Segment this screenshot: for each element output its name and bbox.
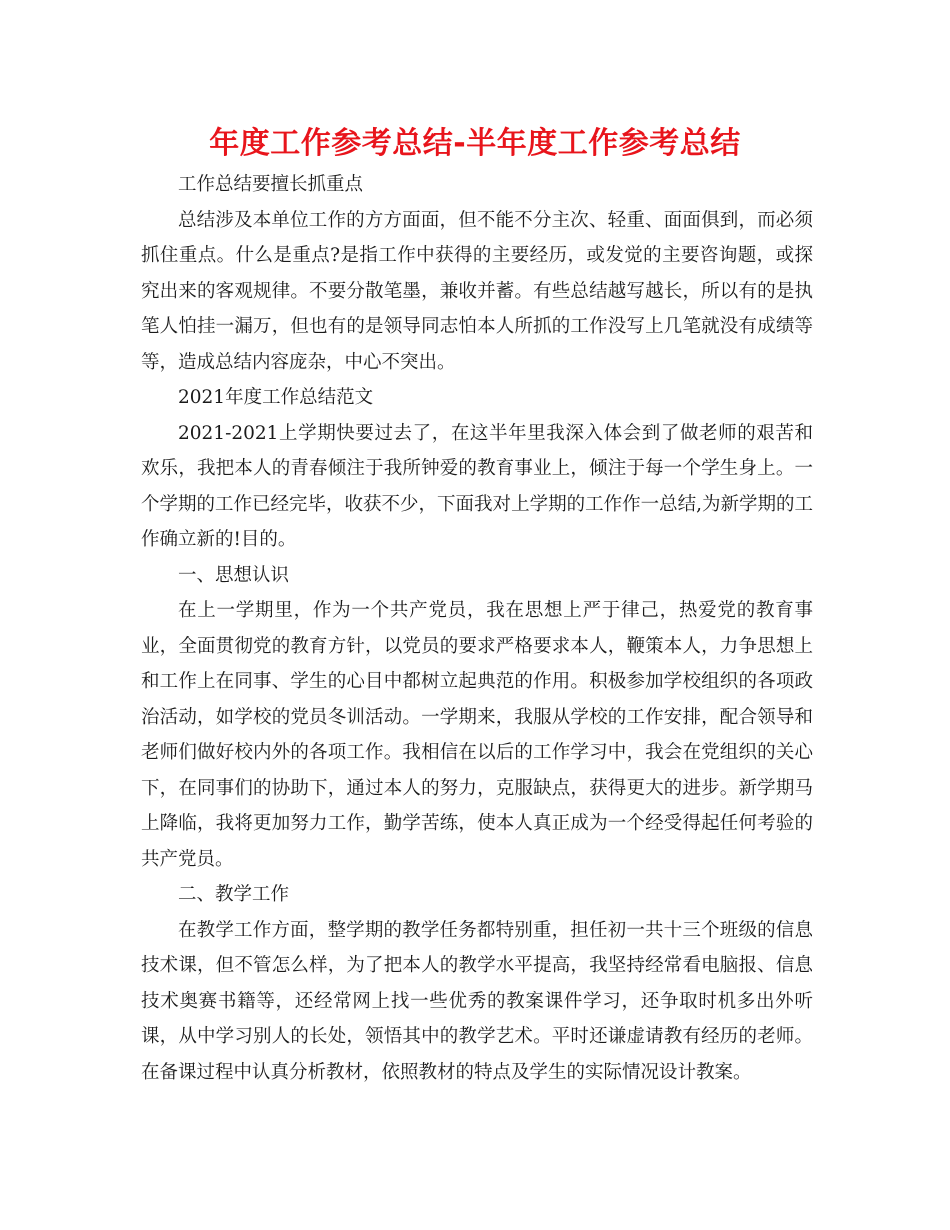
document-body xyxy=(141,167,813,1090)
paragraph-heading-sample: 2021年度工作总结范文 xyxy=(178,387,374,408)
document-title: 年度工作参考总结-半年度工作参考总结 xyxy=(209,126,741,161)
paragraph: 总结涉及本单位工作的方方面面，但不能不分主次、轻重、面面俱到，而必须抓住重点。什么是重点?是指工作中获得的主要经历，或发觉的主要咨询题，或探究出来的客观规律。不要分散笔墨，兼收并蓄。有些总结越写越长，所以有的是执笔人怕挂一漏万，但也有的是领导同志怕本人所抓的工作没写上几笔就没有成绩等等，造成总结内容庞杂，中心不突出。 xyxy=(141,209,813,373)
paragraph-heading-key-points: 工作总结要擅长抓重点 xyxy=(178,174,364,195)
section-heading-teaching: 二、教学工作 xyxy=(178,884,290,905)
section-heading-thought: 一、思想认识 xyxy=(178,564,290,586)
paragraph: 2021-2021上学期快要过去了，在这半年里我深入体会到了做老师的艰苦和欢乐，我把本人的青春倾注于我所钟爱的教育事业上，倾注于每一个学生身上。一个学期的工作已经完毕，收获不少，下面我对上学期的工作作一总结,为新学期的工作确立新的!目的。 xyxy=(141,422,813,550)
paragraph: 在上一学期里，作为一个共产党员，我在思想上严于律己，热爱党的教育事业，全面贯彻党的教育方针，以党员的要求严格要求本人，鞭策本人，力争思想上和工作上在同事、学生的心目中都树立起典范的作用。积极参加学校组织的各项政治活动，如学校的党员冬训活动。一学期来，我服从学校的工作安排，配合领导和老师们做好校内外的各项工作。我相信在以后的工作学习中，我会在党组织的关心下，在同事们的协助下，通过本人的努力，克服缺点，获得更大的进步。新学期马上降临，我将更加努力工作，勤学苦练，使本人真正成为一个经受得起任何考验的共产党员。 xyxy=(141,600,813,870)
paragraph: 在教学工作方面，整学期的教学任务都特别重，担任初一共十三个班级的信息技术课，但不管怎么样，为了把本人的教学水平提高，我坚持经常看电脑报、信息技术奥赛书籍等，还经常网上找一些优秀的教案课件学习，还争取时机多出外听课，从中学习别人的长处，领悟其中的教学艺术。平时还谦虚请教有经历的老师。在备课过程中认真分析教材，依照教材的特点及学生的实际情况设计教案。 xyxy=(141,919,813,1083)
